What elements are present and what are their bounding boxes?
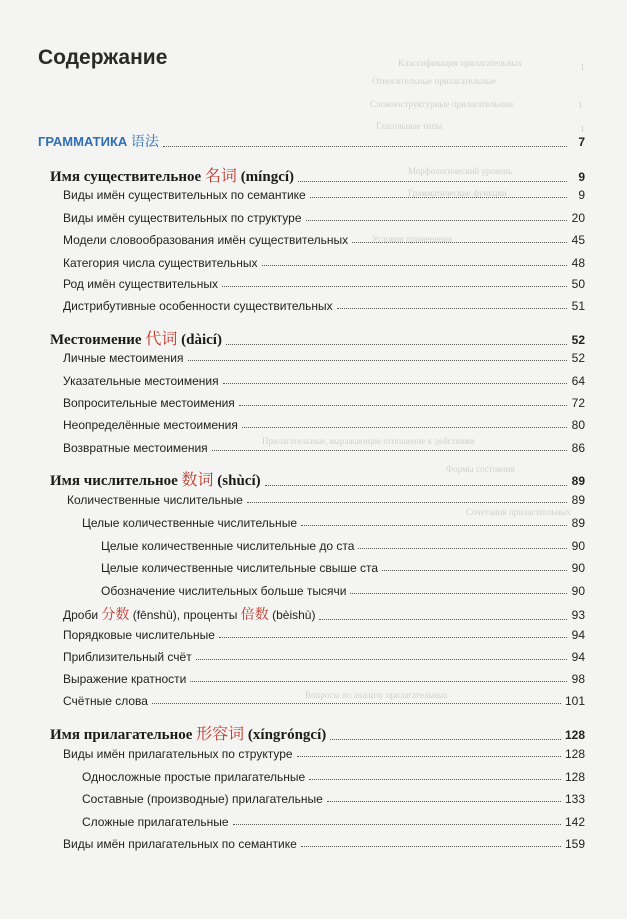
page-title: Содержание	[38, 46, 168, 69]
toc-entry[interactable]	[63, 396, 585, 410]
toc-entry-label: Приблизительный счёт	[63, 650, 192, 664]
toc-entry-chinese: 倍数	[240, 606, 269, 622]
dot-leader	[350, 593, 567, 594]
toc-page-number: 64	[571, 374, 585, 388]
dot-leader	[242, 427, 567, 428]
toc-entry[interactable]	[101, 584, 585, 598]
toc-entry-label: Дистрибутивные особенности существительных	[63, 299, 333, 313]
toc-entry[interactable]	[101, 539, 585, 553]
toc-page-number: 9	[578, 170, 585, 184]
toc-entry-section[interactable]	[50, 163, 585, 186]
dot-leader	[309, 779, 561, 780]
toc-entry-label: Виды имён существительных по структуре	[63, 211, 302, 225]
toc-entry-label: Имя числительное	[50, 473, 182, 489]
toc-entry-part[interactable]	[38, 131, 585, 151]
toc-entry-label: Категория числа существительных	[63, 256, 258, 270]
toc-entry-pinyin: (dàicí)	[177, 332, 222, 348]
toc-entry-label: Дроби	[63, 608, 102, 622]
toc-entry[interactable]	[82, 815, 585, 829]
toc-page-number: 128	[564, 747, 585, 761]
toc-entry[interactable]	[63, 628, 585, 642]
toc-entry-label: Неопределённые местоимения	[63, 418, 238, 432]
toc-entry-label: ГРАММАТИКА	[38, 134, 131, 149]
toc-entry-label: Выражение кратности	[63, 672, 187, 686]
toc-page-number: 98	[571, 672, 585, 686]
toc-entry[interactable]	[82, 770, 585, 784]
dot-leader	[212, 450, 567, 451]
dot-leader	[301, 525, 567, 526]
toc-entry[interactable]	[63, 277, 585, 291]
toc-entry-pinyin: (xíngróngcí)	[244, 727, 327, 743]
toc-page-number: 48	[571, 256, 585, 270]
toc-page-number: 93	[571, 608, 585, 622]
toc-entry-chinese: 形容词	[196, 726, 245, 743]
dot-leader	[163, 146, 567, 147]
toc-page-number: 45	[571, 233, 585, 247]
toc-entry-label: Род имён существительных	[63, 277, 218, 291]
toc-entry-label: Личные местоимения	[63, 351, 184, 365]
toc-page-number: 128	[564, 728, 585, 742]
toc-entry[interactable]	[101, 561, 585, 575]
toc-entry[interactable]	[63, 604, 585, 624]
toc-page-number: 159	[564, 837, 585, 851]
toc-page-number: 101	[564, 694, 585, 708]
toc-entry[interactable]	[63, 256, 585, 270]
dot-leader	[262, 265, 567, 266]
toc-page-number: 89	[571, 493, 585, 507]
toc-page-number: 20	[571, 211, 585, 225]
dot-leader	[297, 756, 561, 757]
toc-entry-section[interactable]	[50, 721, 585, 744]
toc-entry-label: Сложные прилагательные	[82, 815, 229, 829]
dot-leader	[298, 181, 567, 182]
toc-entry-label: Виды имён прилагательных по структуре	[63, 747, 293, 761]
dot-leader	[188, 360, 567, 361]
toc-entry[interactable]	[63, 351, 585, 365]
toc-page-number: 90	[571, 539, 585, 553]
toc-page-number: 142	[564, 815, 585, 829]
dot-leader	[196, 659, 567, 660]
toc-page-number: 72	[571, 396, 585, 410]
toc-page-number: 51	[571, 299, 585, 313]
toc-page-number: 7	[578, 135, 585, 149]
toc-entry[interactable]	[63, 694, 585, 708]
toc-page-number: 94	[571, 628, 585, 642]
dot-leader	[223, 383, 567, 384]
toc-entry-pinyin: (fēnshù), проценты	[129, 608, 241, 622]
dot-leader	[190, 681, 567, 682]
toc-entry-label: Указательные местоимения	[63, 374, 219, 388]
toc-entry-label: Целые количественные числительные до ста	[101, 539, 355, 553]
toc-entry[interactable]	[63, 441, 585, 455]
toc-entry-section[interactable]	[50, 326, 585, 349]
toc-entry-label: Местоимение	[50, 332, 146, 348]
toc-entry[interactable]	[63, 374, 585, 388]
toc-entry-label: Имя существительное	[50, 169, 205, 185]
toc-entry[interactable]	[82, 516, 585, 530]
toc-entry-section[interactable]	[50, 467, 585, 490]
toc-entry-chinese: 语法	[130, 133, 159, 149]
toc-page-number: 90	[571, 561, 585, 575]
toc-page-number: 94	[571, 650, 585, 664]
toc-entry-chinese: 数词	[181, 472, 214, 489]
toc-entry-label: Вопросительные местоимения	[63, 396, 235, 410]
toc-entry-label: Целые количественные числительные	[82, 516, 297, 530]
dot-leader	[327, 801, 561, 802]
toc-page: Классификация прилагательных Относительные прилагательные Сложноструктурные прилагательные Глагольные типы Морфологический уровень Грамматические функции Условия применения Прилагательные, выражающие отношение к действиям Формы состояния Сочетания прилагательных Вопросы по анализу прилагательных 1 1 1 Содержание ГРАММАТИКА 语法 7 Имя существительное 名词 (míngcí) 9 Виды имён существительных по семантике 9 Виды имён существительных по структуре 20 Модели словообразования имён существительных 45 Категория числа существительных 48 Род имён существительных 50 Дистрибутивные особенности существительных 51 Местоимение 代词 (dàicí) 52 Личные местоимения 52 Указательные местоимения 64 Вопросительные местоимения 72 Неопределённые местоимения 80 Возвратные местоимения 86 Имя числительное 数词 (shùcí) 89 Количественные числительные 89 Целые количественные числительные 89 Целые количественные числительные до ста 90 Целые количественные числительные свыше ста 90 Обозначение числительных больше тысячи 90 Дроби 分数 (fēnshù), проценты 倍数 (bèishù) 93 Порядковые числительные 94 Приблизительный счёт 94 Выражение кратности 98 Счётные слова 101 Имя прилагательное 形容词 (xíngróngcí) 128 Виды имён прилагательных по структуре 128 Односложные простые прилагательные 128 Составные (производные) прилагательные 133 Сложные прилагательные 142 Виды имён прилагательных по семантике 159	[38, 46, 585, 851]
toc-entry-pinyin: (shùcí)	[213, 473, 261, 489]
toc-entry-label: Виды имён прилагательных по семантике	[63, 837, 297, 851]
toc-entry-label: Порядковые числительные	[63, 628, 215, 642]
dot-leader	[310, 197, 567, 198]
toc-entry[interactable]	[63, 672, 585, 686]
dot-leader	[239, 405, 567, 406]
toc-entry[interactable]	[67, 493, 585, 507]
toc-entry-chinese: 分数	[101, 606, 130, 622]
dot-leader	[233, 824, 561, 825]
toc-entry-pinyin: (míngcí)	[236, 169, 295, 185]
toc-entry-pinyin: (bèishù)	[268, 608, 316, 622]
toc-entry-label: Виды имён существительных по семантике	[63, 188, 306, 202]
dot-leader	[319, 619, 567, 620]
toc-page-number: 50	[571, 277, 585, 291]
toc-entry-label: Возвратные местоимения	[63, 441, 208, 455]
toc-entry-label: Целые количественные числительные свыше ста	[101, 561, 378, 575]
toc-entry[interactable]	[63, 837, 585, 851]
dot-leader	[337, 308, 567, 309]
dot-leader	[330, 739, 561, 740]
toc-entry-chinese: 代词	[145, 331, 178, 348]
dot-leader	[265, 485, 567, 486]
toc-entry-label: Счётные слова	[63, 694, 148, 708]
toc-page-number: 89	[571, 516, 585, 530]
toc-entry[interactable]	[63, 299, 585, 313]
dot-leader	[247, 502, 567, 503]
toc-entry-label: Составные (производные) прилагательные	[82, 792, 323, 806]
dot-leader	[382, 570, 567, 571]
toc-entry[interactable]	[63, 747, 585, 761]
toc-page-number: 90	[571, 584, 585, 598]
dot-leader	[152, 703, 561, 704]
toc-page-number: 133	[564, 792, 585, 806]
dot-leader	[219, 637, 567, 638]
toc-entry[interactable]	[63, 233, 585, 247]
toc-page-number: 52	[571, 351, 585, 365]
toc-entry-label: Имя прилагательное	[50, 727, 197, 743]
dot-leader	[222, 286, 567, 287]
toc-page-number: 52	[571, 333, 585, 347]
toc-entry-label: Односложные простые прилагательные	[82, 770, 306, 784]
toc-entry-label: Модели словообразования имён существительных	[63, 233, 349, 247]
toc-entry-chinese: 名词	[204, 168, 237, 185]
toc-page-number: 89	[571, 474, 585, 488]
dot-leader	[306, 220, 568, 221]
toc-page-number: 128	[564, 770, 585, 784]
dot-leader	[352, 242, 567, 243]
toc-page-number: 86	[571, 441, 585, 455]
toc-entry[interactable]	[63, 418, 585, 432]
toc-entry[interactable]	[63, 650, 585, 664]
toc-entry-label: Количественные числительные	[67, 493, 243, 507]
toc-page-number: 9	[578, 188, 585, 202]
toc-entry[interactable]	[82, 792, 585, 806]
dot-leader	[358, 548, 567, 549]
dot-leader	[226, 344, 567, 345]
toc-entry[interactable]	[63, 211, 585, 225]
toc-entry-label: Обозначение числительных больше тысячи	[101, 584, 347, 598]
toc-entry[interactable]	[63, 188, 585, 202]
toc-page-number: 80	[571, 418, 585, 432]
dot-leader	[301, 846, 561, 847]
